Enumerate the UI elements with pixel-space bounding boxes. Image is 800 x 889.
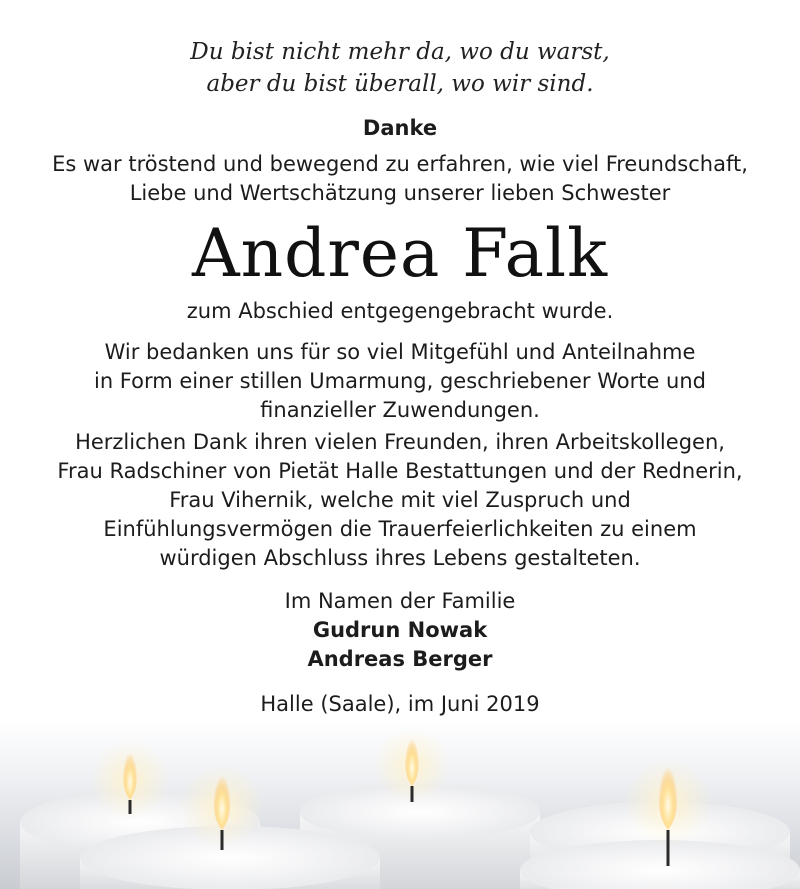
family-signoff	[0, 587, 800, 674]
para1-line-2: in Form einer stillen Umarmung, geschriebener Worte und	[93, 369, 706, 393]
thanks-paragraph-2	[0, 428, 800, 573]
place-date: Halle (Saale), im Juni 2019	[260, 692, 540, 716]
thanks-heading: Danke	[362, 116, 438, 140]
memorial-quote	[0, 36, 800, 100]
signer-name-1: Gudrun Nowak	[312, 618, 488, 642]
para2-line-2: Frau Radschiner von Pietät Halle Bestattungen und der Rednerin,	[57, 459, 743, 483]
signoff-intro: Im Namen der Familie	[284, 589, 516, 613]
after-name-text: zum Abschied entgegengebracht wurde.	[186, 299, 614, 323]
para2-line-1: Herzlichen Dank ihren vielen Freunden, ihren Arbeitskollegen,	[75, 430, 725, 454]
para1-line-1: Wir bedanken uns für so viel Mitgefühl und Anteilnahme	[104, 340, 696, 364]
para2-line-3: Frau Vihernik, welche mit viel Zuspruch und	[169, 488, 631, 512]
para2-line-4: Einfühlungsvermögen die Trauerfeierlichkeiten zu einem	[103, 517, 697, 541]
intro-text	[0, 150, 800, 208]
signer-name-2: Andreas Berger	[307, 647, 493, 671]
intro-line-1: Es war tröstend und bewegend zu erfahren, wie viel Freundschaft,	[52, 152, 748, 176]
intro-line-2: Liebe und Wertschätzung unserer lieben Schwester	[129, 181, 671, 205]
para1-line-3: finanzieller Zuwendungen.	[260, 398, 540, 422]
quote-line-2: aber du bist überall, wo wir sind.	[206, 71, 594, 97]
thanks-paragraph-1	[0, 338, 800, 425]
candles-image	[0, 720, 800, 889]
quote-line-1: Du bist nicht mehr da, wo du warst,	[190, 39, 610, 65]
para2-line-5: würdigen Abschluss ihres Lebens gestalteten.	[159, 546, 641, 570]
deceased-name: Andrea Falk	[191, 215, 609, 292]
